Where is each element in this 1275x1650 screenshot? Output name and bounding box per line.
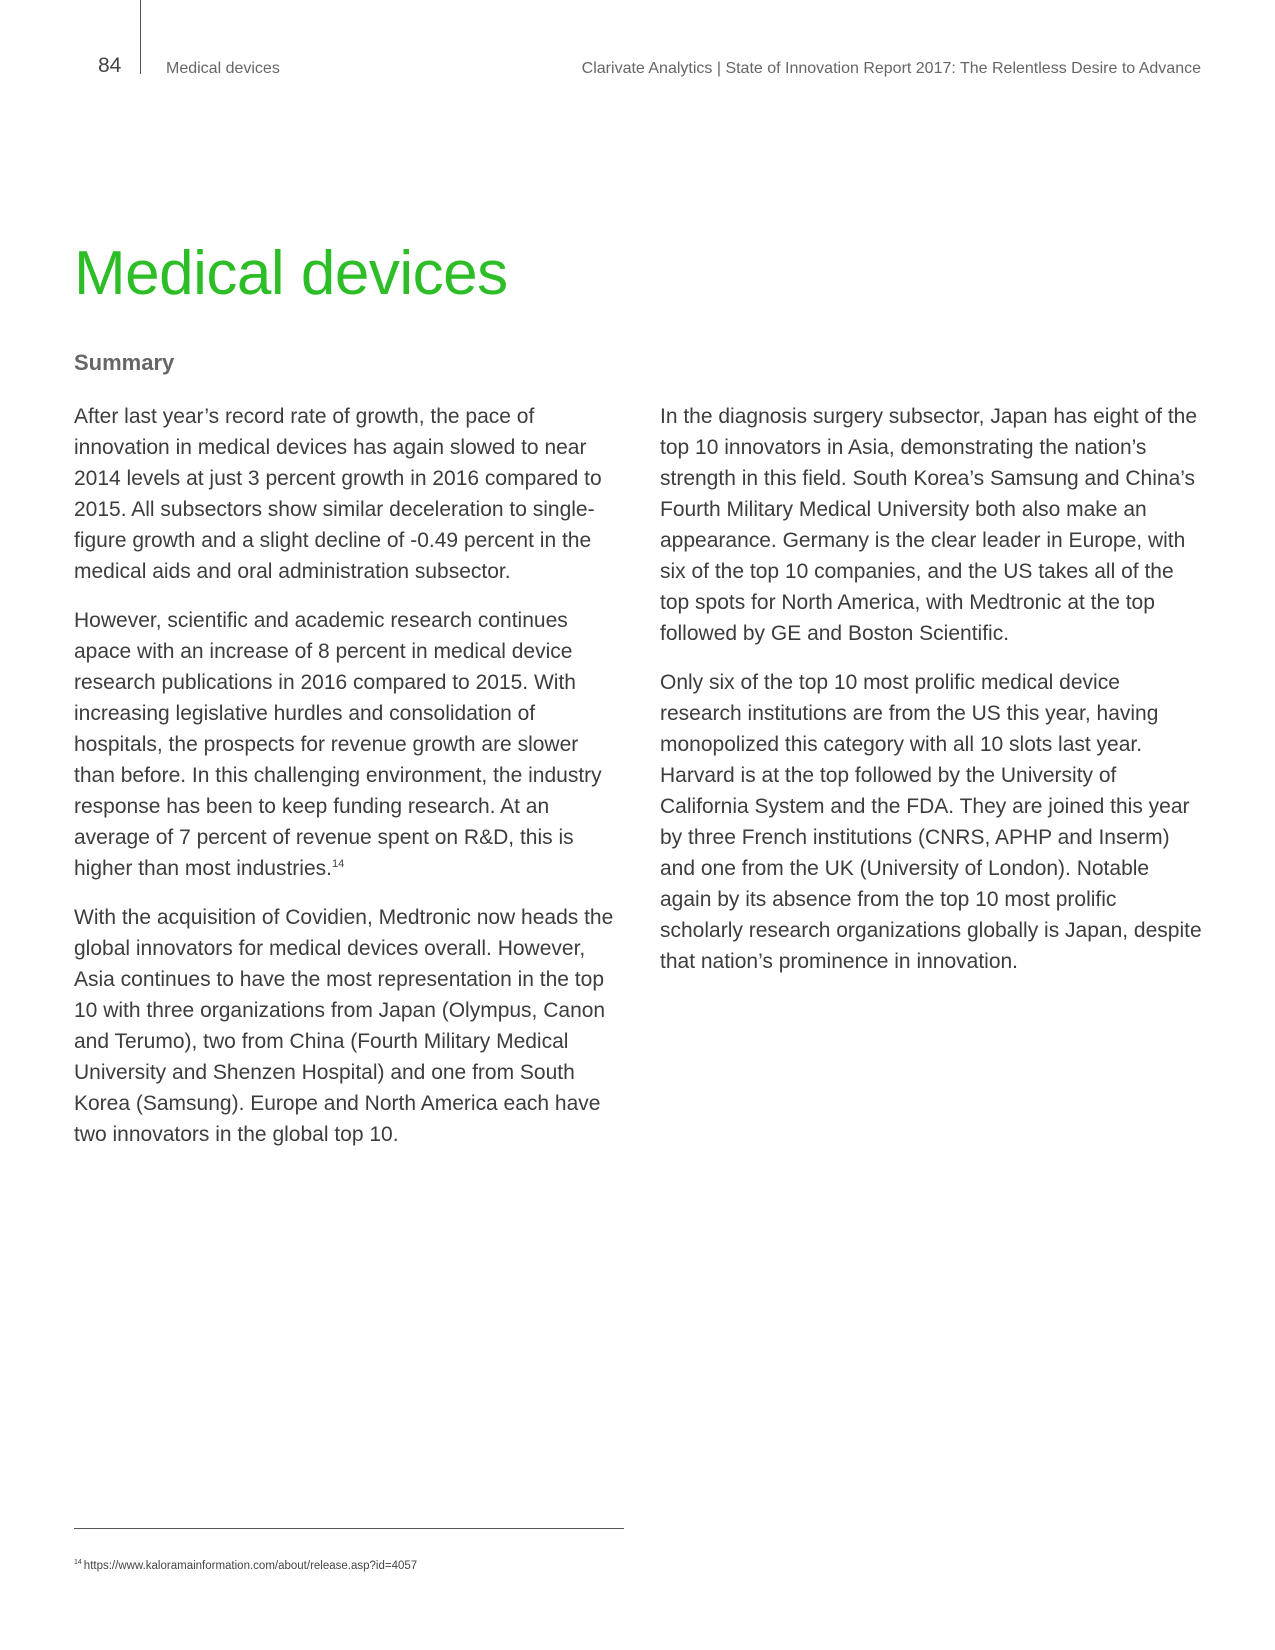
footnote [74, 1559, 417, 1572]
header-divider [140, 0, 141, 74]
left-paragraph-3: With the acquisition of Covidien, Medtronic now heads the global innovators for medical devices overall. However, Asia continues to have the most representation in the top 10 with three organizations from Japan (Olympus, Canon and Terumo), two from China (Fourth Military Medical University and Shenzen Hospital) and one from South Korea (Samsung). Europe and North America each have two innovators in the global top 10. [74, 906, 614, 1146]
footnote-number: 14 [74, 1559, 82, 1566]
right-paragraph-2: Only six of the top 10 most prolific medical device research institutions are from the US this year, having monopolized this category with all 10 slots last year. Harvard is at the top followed by the University of California System and the FDA. They are joined this year by three French institutions (CNRS, APHP and Inserm) and one from the UK (University of London). Notable again by its absence from the top 10 most prolific scholarly research organizations globally is Japan, despite that nation’s prominence in innovation. [660, 671, 1202, 973]
left-paragraph-2 [74, 605, 622, 884]
header-section-label: Medical devices [166, 60, 280, 77]
page-number: 84 [98, 54, 122, 77]
right-column [660, 401, 1205, 995]
left-paragraph-1: After last year’s record rate of growth, the pace of innovation in medical devices has again slowed to near 2014 levels at just 3 percent growth in 2016 compared to 2015. All subsectors show similar deceleration to single-figure growth and a slight decline of -0.49 percent in the medical aids and oral administration subsector. [74, 405, 602, 583]
header-report-title: Clarivate Analytics | State of Innovation Report 2017: The Relentless Desire to Advance [581, 60, 1201, 77]
left-paragraph-2-text: However, scientific and academic research continues apace with an increase of 8 percent in medical device research publications in 2016 compared to 2015. With increasing legislative hurdles and consolidation of hospitals, the prospects for revenue growth are slower than before. In this challenging environment, the industry response has been to keep funding research. At an average of 7 percent of revenue spent on R&D, this is higher than most industries. [74, 609, 602, 880]
summary-heading: Summary [74, 350, 175, 375]
left-column [74, 401, 622, 1168]
page-title: Medical devices [74, 239, 508, 308]
footnote-link[interactable]: https://www.kaloramainformation.com/about/release.asp?id=4057 [83, 1559, 418, 1572]
footnote-divider [74, 1528, 624, 1529]
footnote-reference: 14 [331, 858, 345, 870]
right-paragraph-1: In the diagnosis surgery subsector, Japan has eight of the top 10 innovators in Asia, demonstrating the nation’s strength in this field. South Korea’s Samsung and China’s Fourth Military Medical University both also make an appearance. Germany is the clear leader in Europe, with six of the top 10 companies, and the US takes all of the top spots for North America, with Medtronic at the top followed by GE and Boston Scientific. [660, 405, 1198, 645]
